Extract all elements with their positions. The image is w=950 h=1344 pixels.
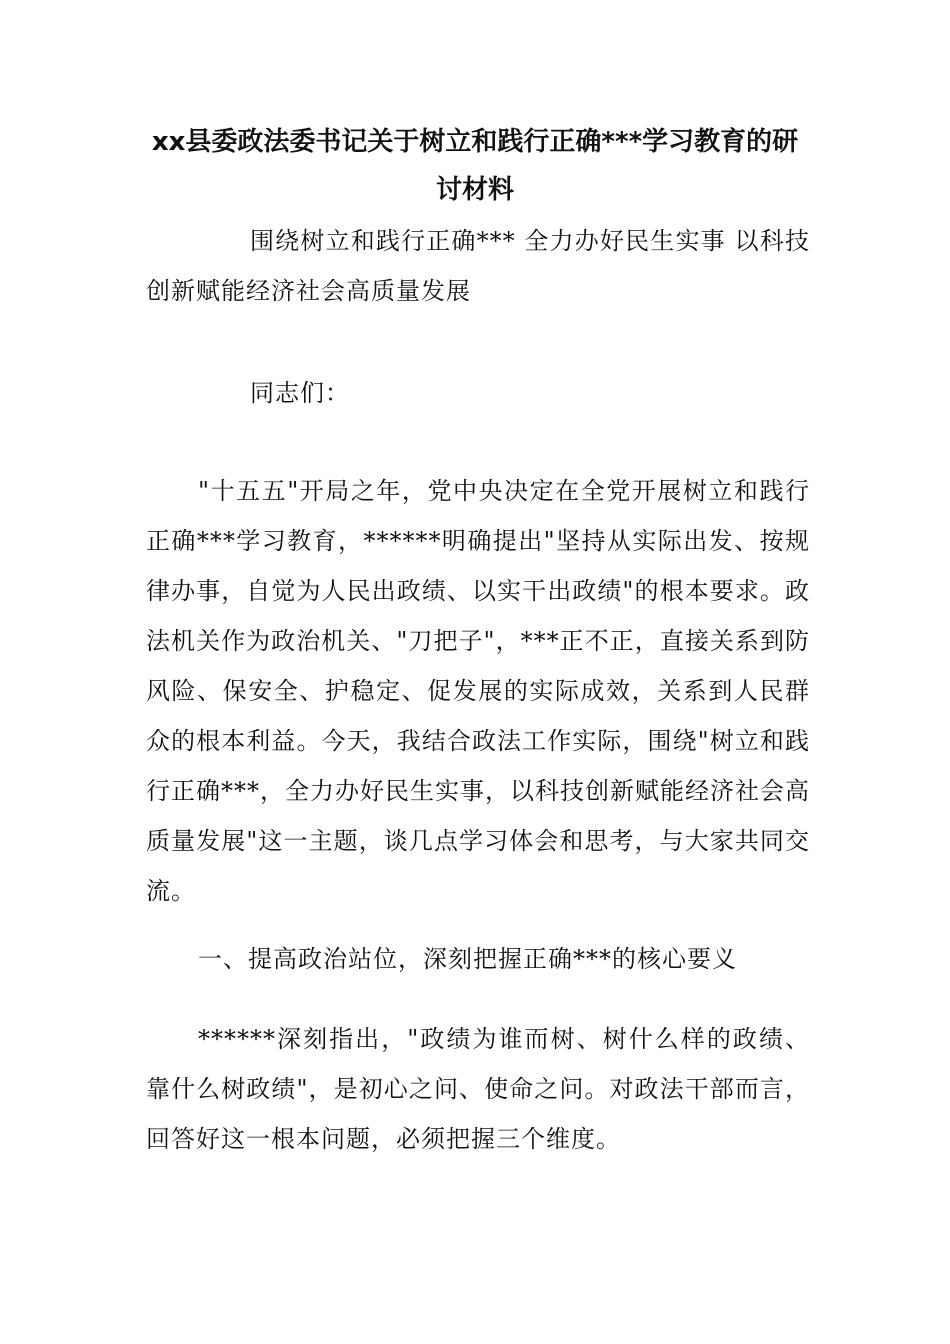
section-heading: 一、提高政治站位，深刻把握正确***的核心要义 <box>198 945 737 973</box>
greeting: 同志们： <box>250 379 350 407</box>
body-paragraph: ******深刻指出，"政绩为谁而树、树什么样的政绩、靠什么树政绩"，是初心之问、使命之问。对政法干部而言，回答好这一根本问题，必须把握三个维度。 <box>146 1025 810 1153</box>
document-title: xx县委政法委书记关于树立和践行正确***学习教育的研讨材料 <box>151 127 799 205</box>
document-subtitle: 围绕树立和践行正确*** 全力办好民生实事 以科技创新赋能经济社会高质量发展 <box>146 227 810 305</box>
body-paragraph: "十五五"开局之年，党中央决定在全党开展树立和践行正确***学习教育，******明确提出"坚持从实际出发、按规律办事，自觉为人民出政绩、以实干出政绩"的根本要求。政法机关作为政治机关、"刀把子"，***正不正，直接关系到防风险、保安全、护稳定、促发展的实际成效，关系到人民群众的根本利益。今天，我结合政法工作实际，围绕"树立和践行正确***，全力办好民生实事，以科技创新赋能经济社会高质量发展"这一主题，谈几点学习体会和思考，与大家共同交流。 <box>146 477 810 905</box>
